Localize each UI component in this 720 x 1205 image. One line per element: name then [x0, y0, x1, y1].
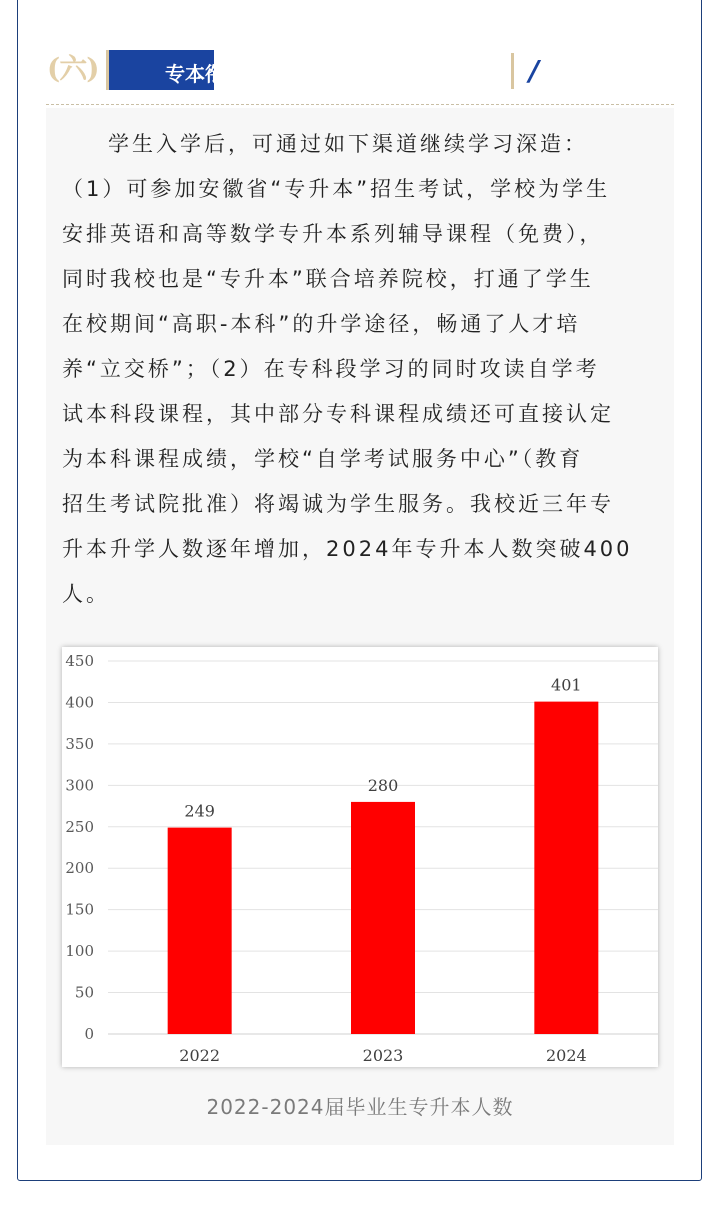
data-label: 249 [184, 801, 215, 821]
data-label: 401 [551, 675, 582, 695]
y-tick-label: 450 [65, 652, 94, 670]
body-paragraph [62, 122, 658, 617]
y-tick-label: 350 [65, 734, 94, 753]
bar [168, 828, 232, 1034]
paragraph-line: 招生考试院批准）将竭诚为学生服务。我校近三年专 [62, 492, 614, 516]
y-tick-label: 100 [65, 942, 94, 961]
bar [534, 702, 598, 1034]
paragraph-line: 安排英语和高等数学专升本系列辅导课程（免费）， [62, 222, 604, 246]
accent-slash: / [529, 54, 540, 87]
y-tick-label: 150 [65, 900, 94, 919]
paragraph-line: 养“立交桥”；（2）在专科段学习的同时攻读自学考 [62, 357, 600, 381]
y-tick-label: 200 [65, 859, 94, 878]
paragraph-line: 为本科课程成绩，学校“自学考试服务中心”（教育 [62, 447, 584, 471]
bar [351, 802, 415, 1034]
chart-card [62, 647, 658, 1067]
y-tick-label: 300 [65, 776, 94, 795]
section-heading-bar [106, 50, 245, 90]
section-title: 专本衔接 [165, 62, 245, 86]
x-tick-label: 2024 [545, 1046, 587, 1065]
y-tick-label: 400 [65, 693, 94, 712]
paragraph-line: 升本升学人数逐年增加，2024年专升本人数突破400 [62, 537, 633, 561]
section-number: (六) [47, 52, 99, 85]
paragraph-line: 人。 [62, 582, 110, 606]
divider-tick [511, 53, 514, 89]
dotted-divider [46, 104, 674, 105]
y-tick-label: 250 [65, 817, 94, 836]
x-tick-label: 2023 [362, 1046, 404, 1065]
paragraph-line: 同时我校也是“专升本”联合培养院校，打通了学生 [62, 267, 594, 291]
paragraph-line: （1）可参加安徽省“专升本”招生考试，学校为学生 [62, 177, 611, 201]
paragraph-line: 学生入学后，可通过如下渠道继续学习深造： [108, 132, 588, 156]
paragraph-line: 试本科段课程，其中部分专科课程成绩还可直接认定 [62, 402, 614, 426]
x-tick-label: 2022 [179, 1046, 221, 1065]
paragraph-line: 在校期间“高职-本科”的升学途径，畅通了人才培 [62, 312, 581, 336]
y-tick-label: 0 [84, 1025, 94, 1043]
chart-caption: 2022-2024届毕业生专升本人数 [206, 1095, 514, 1119]
bar-chart [62, 647, 658, 1067]
data-label: 280 [367, 775, 399, 795]
y-tick-label: 50 [74, 983, 94, 1002]
